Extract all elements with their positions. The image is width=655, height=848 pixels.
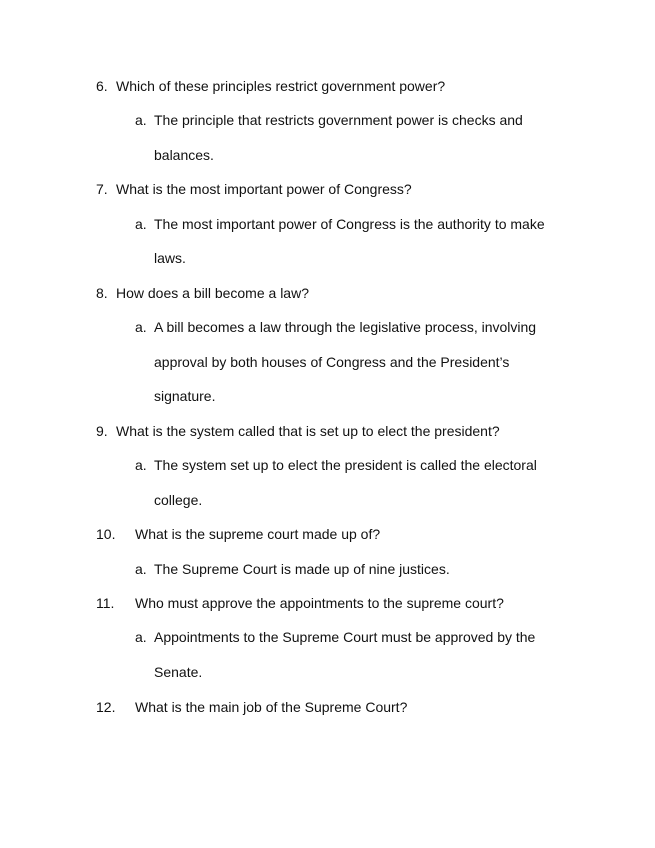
answer-marker: a.: [135, 216, 147, 232]
question-number: 6.: [96, 78, 108, 94]
answer-marker: a.: [135, 457, 147, 473]
answer-marker: a.: [135, 112, 147, 128]
question-number: 7.: [96, 181, 108, 197]
answer-line: Senate.: [154, 664, 203, 680]
answer-line: The most important power of Congress is the authority to make: [154, 216, 545, 232]
question-text: Who must approve the appointments to the supreme court?: [135, 595, 504, 611]
question-number: 8.: [96, 285, 108, 301]
answer-line: signature.: [154, 388, 216, 404]
answer-line: The system set up to elect the president is called the electoral: [154, 457, 537, 473]
answer-line: balances.: [154, 147, 214, 163]
answer-line: The principle that restricts government power is checks and: [154, 112, 523, 128]
question-number: 9.: [96, 423, 108, 439]
answer-line: The Supreme Court is made up of nine justices.: [154, 561, 450, 577]
question-number: 12.: [96, 699, 116, 715]
question-number: 11.: [96, 595, 115, 611]
answer-marker: a.: [135, 319, 147, 335]
question-text: How does a bill become a law?: [116, 285, 309, 301]
answer-marker: a.: [135, 561, 147, 577]
answer-line: college.: [154, 492, 203, 508]
answer-line: A bill becomes a law through the legislative process, involving: [154, 319, 537, 335]
question-text: What is the supreme court made up of?: [135, 526, 381, 542]
question-text: What is the system called that is set up to elect the president?: [116, 423, 500, 439]
answer-line: Appointments to the Supreme Court must be approved by the: [154, 629, 536, 645]
question-text: Which of these principles restrict government power?: [116, 78, 446, 94]
question-number: 10.: [96, 526, 116, 542]
question-text: What is the main job of the Supreme Court?: [135, 699, 408, 715]
question-text: What is the most important power of Congress?: [116, 181, 412, 197]
answer-marker: a.: [135, 629, 147, 645]
answer-line: laws.: [154, 250, 186, 266]
answer-line: approval by both houses of Congress and the President’s: [154, 354, 510, 370]
